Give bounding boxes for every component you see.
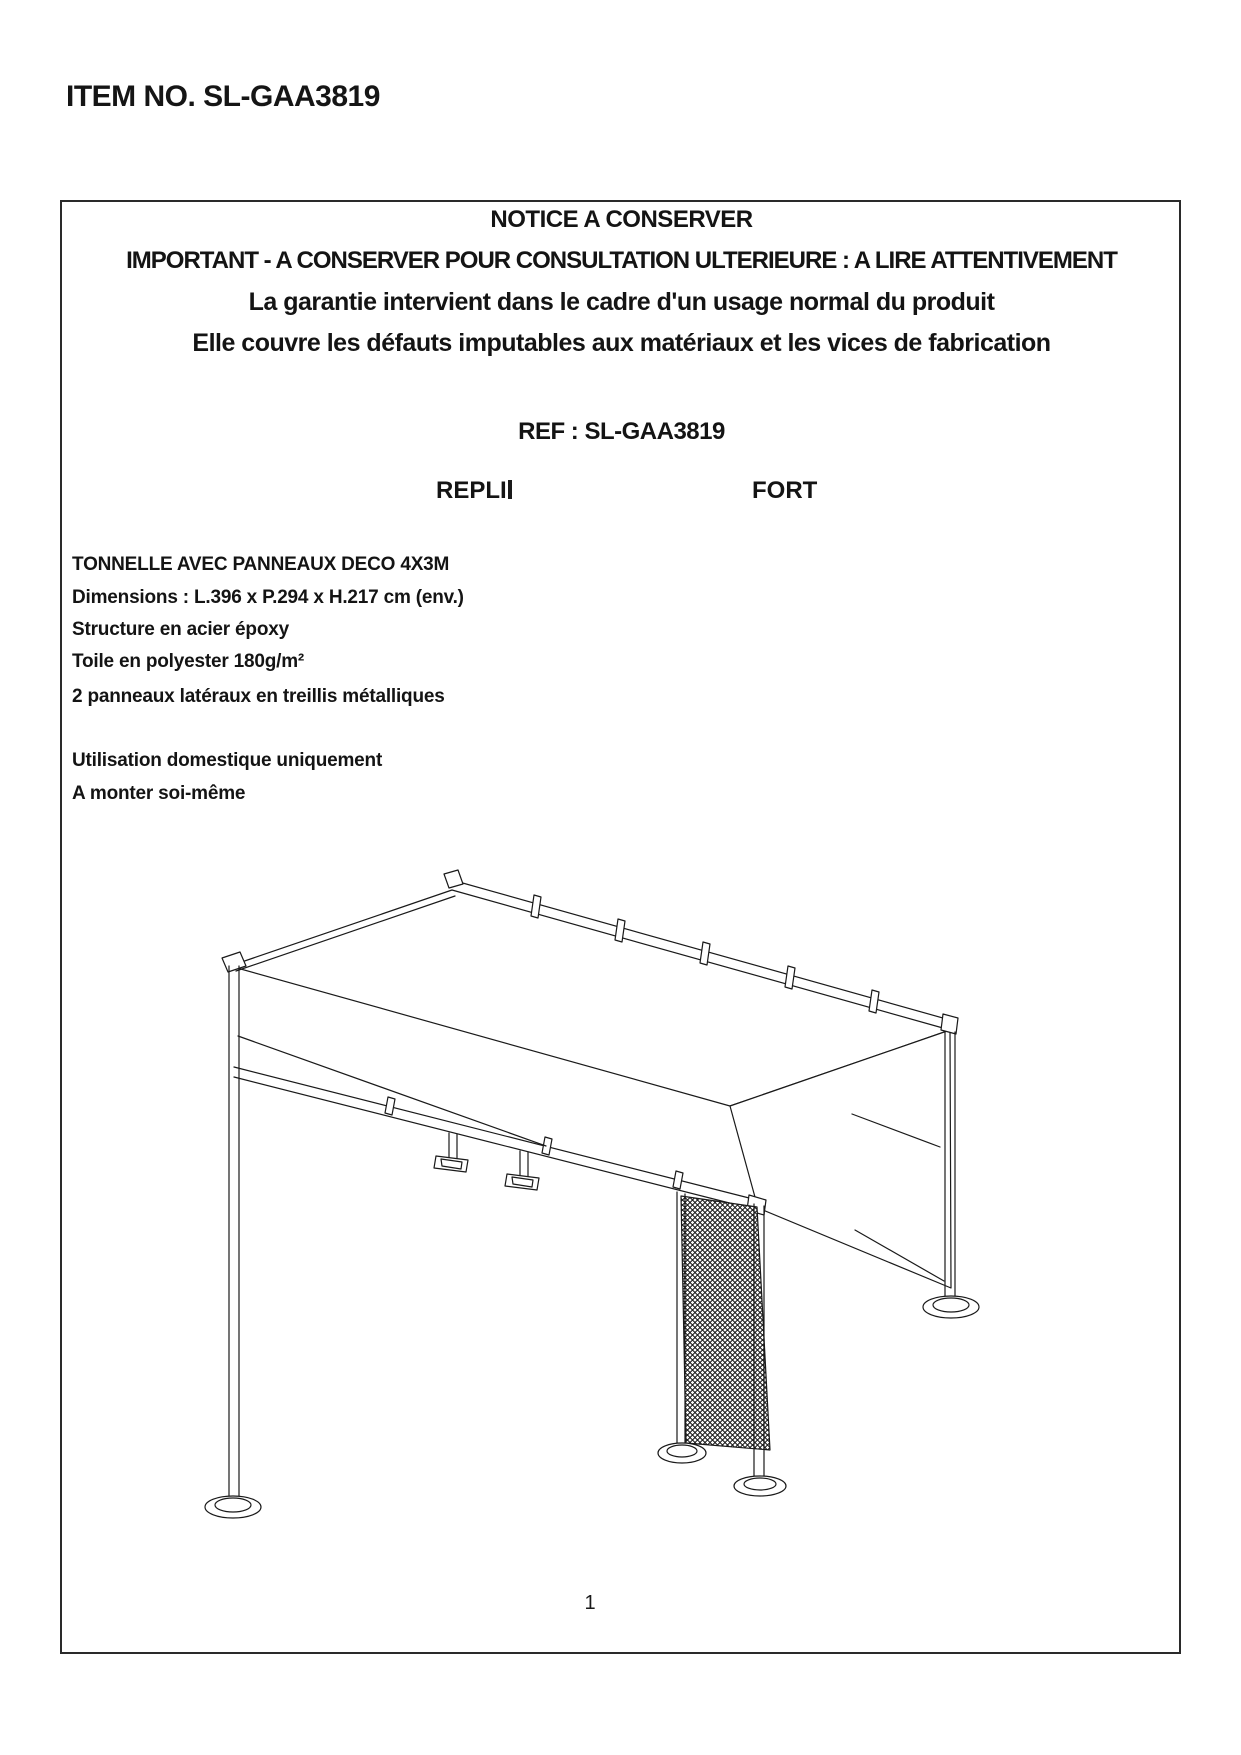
page-number: 1: [584, 1592, 596, 1614]
warranty-line-2: Elle couvre les défauts imputables aux matériaux et les vices de fabrication: [192, 329, 1051, 357]
spec-panels: 2 panneaux latéraux en treillis métalliques: [72, 686, 445, 707]
warranty-line-1: La garantie intervient dans le cadre d'un usage normal du produit: [248, 288, 995, 316]
ref-line: REF : SL-GAA3819: [518, 418, 725, 445]
notice-important-line: IMPORTANT - A CONSERVER POUR CONSULTATION ULTERIEURE : A LIRE ATTENTIVEMENT: [126, 247, 1117, 274]
spec-fabric: Toile en polyester 180g/m²: [72, 651, 305, 672]
spec-assembly: A monter soi-même: [72, 783, 246, 804]
item-number-title: ITEM NO. SL-GAA3819: [66, 80, 380, 113]
spec-usage: Utilisation domestique uniquement: [72, 750, 383, 771]
spec-product-title: TONNELLE AVEC PANNEAUX DECO 4X3M: [72, 554, 450, 575]
partial-text-repli: REPLI: [436, 477, 512, 505]
notice-keep-line: NOTICE A CONSERVER: [490, 206, 753, 233]
partial-text-fort: FORT: [752, 477, 818, 504]
spec-dimensions: Dimensions : L.396 x P.294 x H.217 cm (env.): [72, 587, 464, 608]
spec-structure: Structure en acier époxy: [72, 619, 289, 640]
